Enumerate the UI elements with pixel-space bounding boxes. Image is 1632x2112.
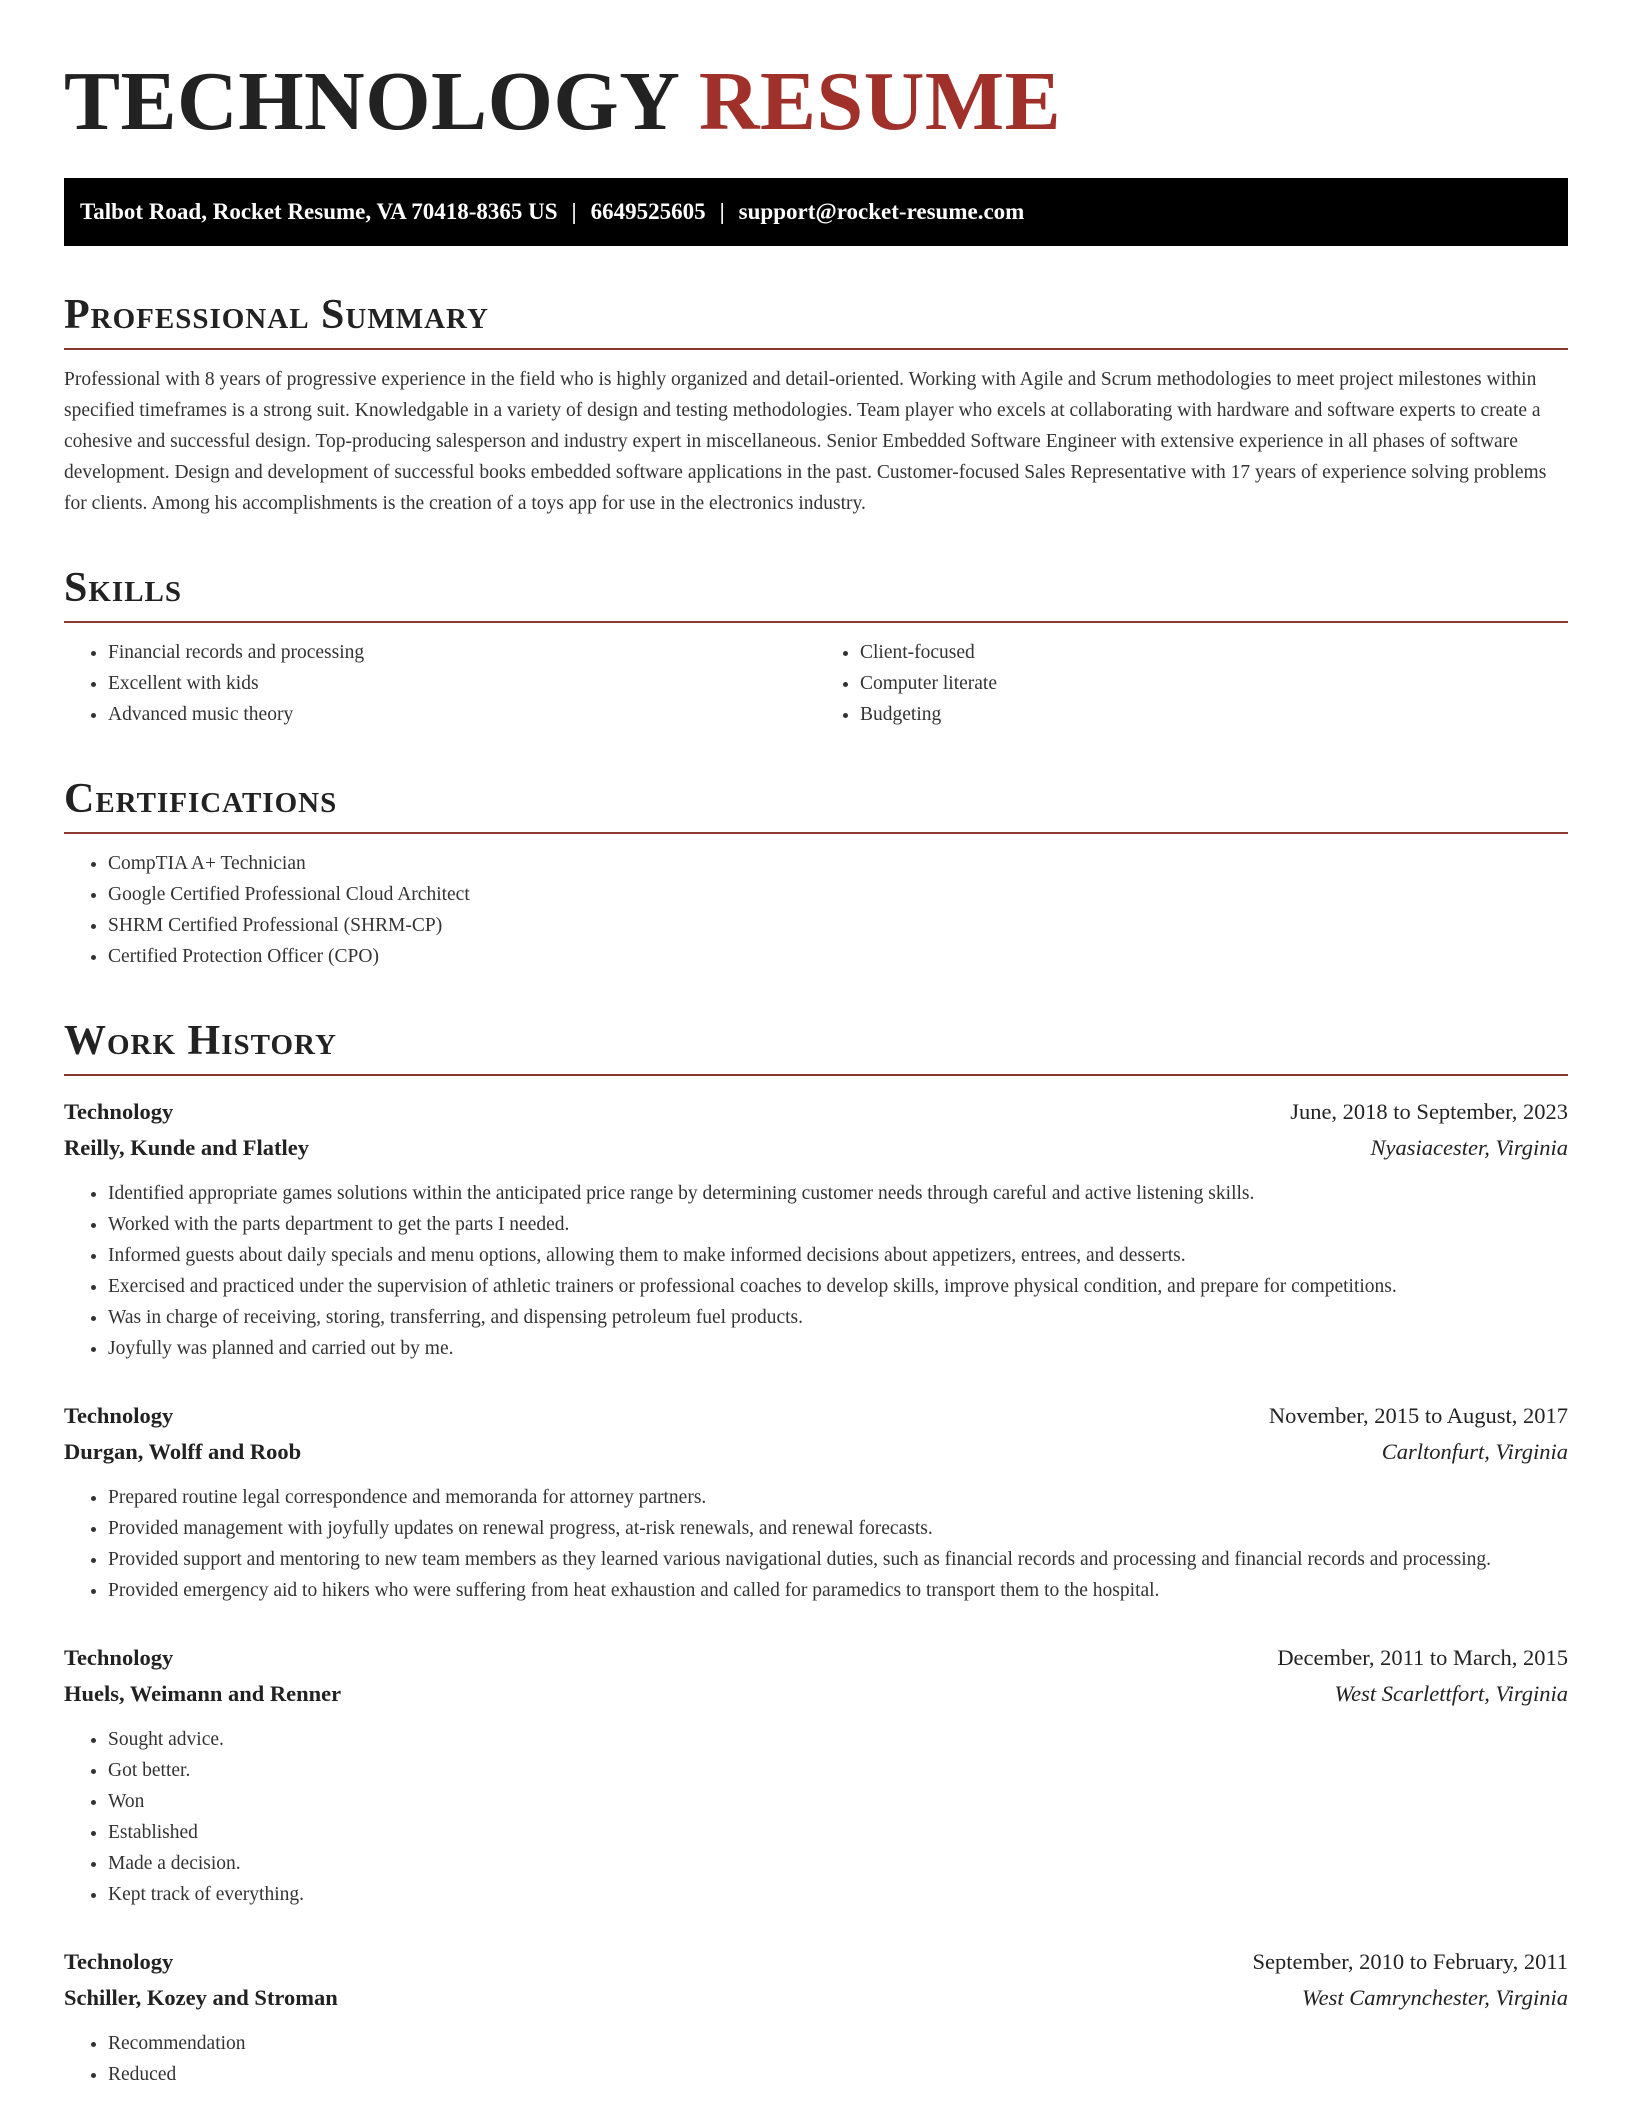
job-duty: • Identified appropriate games solutions within the anticipated price range by determining customer needs through careful and active listening skills. xyxy=(108,1178,1568,1209)
job-duty: • Kept track of everything. xyxy=(108,1879,1568,1910)
job-duty: • Sought advice. xyxy=(108,1724,1568,1755)
contact-bar xyxy=(64,178,1568,246)
job-duties xyxy=(64,1724,1568,1910)
job-duty: • Informed guests about daily specials and menu options, allowing them to make informed decisions about appetizers, entrees, and desserts. xyxy=(108,1240,1568,1271)
certifications-section xyxy=(64,774,1568,972)
certification-item: • CompTIA A+ Technician xyxy=(108,848,1568,879)
certifications-list xyxy=(64,848,1568,972)
contact-address: Talbot Road, Rocket Resume, VA 70418-8365 US xyxy=(80,199,558,224)
job-duty: • Won xyxy=(108,1786,1568,1817)
skills-list-left xyxy=(64,637,816,730)
job-company: Durgan, Wolff and Roob xyxy=(64,1439,302,1464)
job-duty: • Prepared routine legal correspondence and memoranda for attorney partners. xyxy=(108,1482,1568,1513)
title-accent: RESUME xyxy=(698,55,1062,148)
certification-item: • Google Certified Professional Cloud Architect xyxy=(108,879,1568,910)
job-header-row xyxy=(64,1094,1568,1130)
job-company: Schiller, Kozey and Stroman xyxy=(64,1985,338,2010)
job-duty: • Worked with the parts department to get the parts I needed. xyxy=(108,1209,1568,1240)
certification-item: • Certified Protection Officer (CPO) xyxy=(108,941,1568,972)
certifications-heading: Certifications xyxy=(64,774,1568,834)
job-entry xyxy=(64,1094,1568,1364)
job-header-row xyxy=(64,1398,1568,1434)
skills-grid xyxy=(64,637,1568,730)
contact-separator: | xyxy=(719,199,725,224)
job-dates: November, 2015 to August, 2017 xyxy=(1268,1403,1568,1428)
job-duty: • Provided emergency aid to hikers who were suffering from heat exhaustion and called for paramedics to transport them to the hospital. xyxy=(108,1575,1568,1606)
job-dates: December, 2011 to March, 2015 xyxy=(1277,1645,1568,1670)
job-location: West Scarlettfort, Virginia xyxy=(1334,1681,1568,1706)
skills-heading: Skills xyxy=(64,563,1568,623)
job-header-row xyxy=(64,1640,1568,1676)
job-duties xyxy=(64,1178,1568,1364)
summary-heading: Professional Summary xyxy=(64,290,1568,350)
job-title: Technology xyxy=(64,1949,174,1974)
job-company: Huels, Weimann and Renner xyxy=(64,1681,342,1706)
job-duty: • Recommendation xyxy=(108,2028,1568,2059)
job-duty: • Provided support and mentoring to new team members as they learned various navigational duties, such as financial records and processing and financial records and processing. xyxy=(108,1544,1568,1575)
job-dates: September, 2010 to February, 2011 xyxy=(1252,1949,1568,1974)
job-duty: • Got better. xyxy=(108,1755,1568,1786)
job-title: Technology xyxy=(64,1403,174,1428)
job-duty: • Was in charge of receiving, storing, transferring, and dispensing petroleum fuel products. xyxy=(108,1302,1568,1333)
job-duty: • Made a decision. xyxy=(108,1848,1568,1879)
job-location: Carltonfurt, Virginia xyxy=(1381,1439,1568,1464)
job-duties xyxy=(64,1482,1568,1606)
skills-section xyxy=(64,563,1568,730)
skill-item: • Financial records and processing xyxy=(108,637,816,668)
job-entry xyxy=(64,1398,1568,1606)
skill-item: • Advanced music theory xyxy=(108,699,816,730)
summary-text: Professional with 8 years of progressive experience in the field who is highly organized and detail-oriented. Working with Agile and Scrum methodologies to meet project milestones within specified timeframes is a strong suit. Knowledgable in a variety of design and testing methodologies. Team player who excels at collaborating with hardware and software experts to create a cohesive and successful design. Top-producing salesperson and industry expert in miscellaneous. Senior Embedded Software Engineer with extensive experience in all phases of software development. Design and development of successful books embedded software applications in the past. Customer-focused Sales Representative with 17 years of experience solving problems for clients. Among his accomplishments is the creation of a toys app for use in the electronics industry. xyxy=(64,369,1547,514)
job-duty: • Established xyxy=(108,1817,1568,1848)
certification-item: • SHRM Certified Professional (SHRM-CP) xyxy=(108,910,1568,941)
skill-item: • Budgeting xyxy=(860,699,1568,730)
title-main: TECHNOLOGY xyxy=(64,55,678,148)
job-company-row xyxy=(64,1980,1568,2016)
summary-section xyxy=(64,290,1568,519)
job-title: Technology xyxy=(64,1645,174,1670)
job-duties xyxy=(64,2028,1568,2090)
skill-item: • Computer literate xyxy=(860,668,1568,699)
resume-title xyxy=(64,52,1568,152)
job-location: Nyasiacester, Virginia xyxy=(1370,1135,1568,1160)
skill-item: • Client-focused xyxy=(860,637,1568,668)
contact-separator: | xyxy=(571,199,577,224)
contact-email: support@rocket-resume.com xyxy=(738,199,1025,224)
contact-phone: 6649525605 xyxy=(590,199,706,224)
job-duty: • Reduced xyxy=(108,2059,1568,2090)
work-history-section xyxy=(64,1016,1568,2090)
job-header-row xyxy=(64,1944,1568,1980)
job-company-row xyxy=(64,1676,1568,1712)
job-location: West Camrynchester, Virginia xyxy=(1301,1985,1568,2010)
job-title: Technology xyxy=(64,1099,174,1124)
job-company: Reilly, Kunde and Flatley xyxy=(64,1135,310,1160)
job-entry xyxy=(64,1640,1568,1910)
job-dates: June, 2018 to September, 2023 xyxy=(1290,1099,1568,1124)
job-entry xyxy=(64,1944,1568,2090)
job-duty: • Provided management with joyfully updates on renewal progress, at-risk renewals, and renewal forecasts. xyxy=(108,1513,1568,1544)
job-company-row xyxy=(64,1434,1568,1470)
skills-list-right xyxy=(816,637,1568,730)
job-duty: • Exercised and practiced under the supervision of athletic trainers or professional coaches to develop skills, improve physical condition, and prepare for competitions. xyxy=(108,1271,1568,1302)
work-history-heading: Work History xyxy=(64,1016,1568,1076)
skill-item: • Excellent with kids xyxy=(108,668,816,699)
job-company-row xyxy=(64,1130,1568,1166)
job-duty: • Joyfully was planned and carried out by me. xyxy=(108,1333,1568,1364)
